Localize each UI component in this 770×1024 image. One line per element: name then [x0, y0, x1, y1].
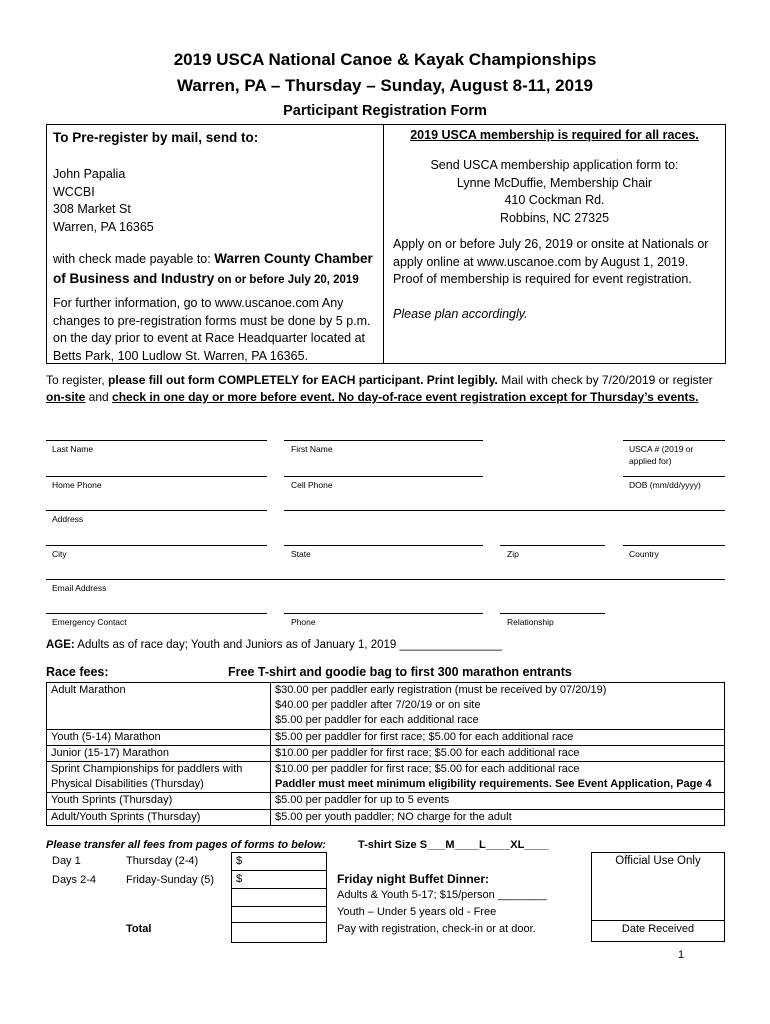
first-name-label: First Name	[291, 444, 333, 454]
emergency-contact-input[interactable]	[46, 613, 267, 614]
fee-amount-line: Paddler must meet minimum eligibility requirements. See Event Application, Page 4	[275, 778, 712, 791]
email-label: Email Address	[52, 583, 107, 593]
total-label: Total	[126, 923, 152, 935]
fee-category-line: Adult Marathon	[51, 684, 126, 696]
fee-amount-line: $30.00 per paddler early registration (must be received by 07/20/19)	[275, 684, 607, 696]
dob-input[interactable]	[623, 476, 725, 477]
emergency-contact-label: Emergency Contact	[52, 617, 127, 627]
country-input[interactable]	[623, 545, 725, 546]
apply-line: Apply on or before July 26, 2019 or onsite at Nationals or	[393, 237, 709, 251]
transfer-note: Please transfer all fees from pages of forms to below:	[46, 839, 326, 851]
fee-amount	[271, 793, 725, 809]
send-line: 410 Cockman Rd.	[504, 193, 605, 207]
fee-row	[47, 809, 725, 825]
fee-category-line: Sprint Championships for paddlers with	[51, 763, 243, 776]
fee-category	[47, 793, 271, 809]
info-line: on the day prior to event at Race Headquarter located at	[53, 331, 365, 345]
usca-number-input[interactable]	[623, 440, 725, 441]
city-input[interactable]	[46, 545, 267, 546]
tshirt-size[interactable]: T-shirt Size S___M____L____XL____	[358, 839, 549, 851]
last-name-label: Last Name	[52, 444, 94, 454]
instr-part: on-site	[46, 390, 86, 404]
buffet-line: Pay with registration, check-in or at door.	[337, 923, 536, 935]
fee-category	[47, 683, 271, 730]
zip-label: Zip	[507, 549, 519, 559]
send-line: Robbins, NC 27325	[499, 210, 610, 225]
grid-line	[231, 888, 327, 889]
buffet-line[interactable]: Adults & Youth 5-17; $15/person ________	[337, 889, 547, 901]
buffet-title: Friday night Buffet Dinner:	[337, 872, 489, 886]
address-input[interactable]	[46, 510, 267, 511]
info-line: For further information, go to www.uscanoe.com Any	[53, 296, 344, 310]
day1-label: Day 1	[52, 855, 81, 867]
tshirt-note: Free T-shirt and goodie bag to first 300 marathon entrants	[228, 665, 572, 679]
page-number: 1	[678, 949, 685, 961]
fee-category-line: Junior (15-17) Marathon	[51, 746, 170, 759]
address-line: Warren, PA 16365	[53, 219, 154, 234]
fee-category-line: Youth Sprints (Thursday)	[51, 794, 173, 807]
fee-row	[47, 762, 725, 793]
cell-phone-label: Cell Phone	[291, 480, 333, 490]
fee-category	[47, 762, 271, 793]
form-subtitle: Warren, PA – Thursday – Sunday, August 8-11, 2019	[176, 76, 593, 95]
race-fees-label: Race fees:	[46, 665, 109, 679]
check-prefix: with check made payable to:	[53, 252, 215, 266]
emergency-phone-label: Phone	[291, 617, 316, 627]
instr-part: To register,	[46, 373, 109, 387]
fee-category	[47, 729, 271, 745]
days24-amount-input[interactable]: $	[236, 873, 243, 885]
state-input[interactable]	[284, 545, 483, 546]
days24-label: Days 2-4	[52, 874, 97, 886]
emergency-phone-input[interactable]	[284, 613, 483, 614]
grid-line	[231, 906, 327, 907]
fee-amount-line: $10.00 per paddler for first race; $5.00 for each additional race	[275, 763, 580, 776]
mail-address	[53, 166, 154, 236]
form-title: 2019 USCA National Canoe & Kayak Championships	[173, 50, 597, 69]
official-divider	[591, 920, 725, 921]
register-instructions	[46, 372, 746, 406]
instr-part: check in one day or more before event. No day-of-race event registration except for Thursday’s events.	[112, 390, 699, 404]
address-line: John Papalia	[53, 167, 126, 181]
age-label: AGE:	[46, 639, 75, 651]
fee-amount	[271, 745, 725, 761]
membership-apply	[393, 236, 708, 289]
fee-category	[47, 745, 271, 761]
fee-entry-grid	[231, 852, 327, 943]
plan-note: Please plan accordingly.	[393, 307, 528, 321]
fee-amount	[271, 683, 725, 730]
info-line: Betts Park, 100 Ludlow St. Warren, PA 16365.	[53, 348, 308, 363]
form-name: Participant Registration Form	[283, 103, 487, 119]
fee-row	[47, 745, 725, 761]
buffet-line: Youth – Under 5 years old - Free	[337, 906, 497, 918]
day1-amount-input[interactable]: $	[236, 855, 243, 867]
payee-name-2: of Business and Industry	[53, 271, 215, 286]
relationship-label: Relationship	[507, 617, 554, 627]
email-input[interactable]	[46, 579, 725, 580]
relationship-input[interactable]	[500, 613, 605, 614]
fee-amount-line: $10.00 per paddler for first race; $5.00 for each additional race	[275, 746, 580, 759]
home-phone-label: Home Phone	[52, 480, 102, 490]
fee-amount-line: $5.00 per paddler for up to 5 events	[275, 794, 450, 807]
membership-heading: 2019 USCA membership is required for all races.	[410, 128, 699, 142]
further-info	[53, 295, 371, 365]
address-label: Address	[52, 514, 84, 524]
apply-line: Proof of membership is required for event registration.	[393, 272, 692, 286]
fee-row	[47, 729, 725, 745]
check-deadline: on or before July 20, 2019	[214, 274, 359, 286]
official-use-label: Official Use Only	[615, 855, 701, 867]
info-line: changes to pre-registration forms must be done by 5 p.m.	[53, 313, 371, 328]
fee-row	[47, 793, 725, 809]
date-received-label: Date Received	[621, 923, 695, 935]
dob-label: DOB (mm/dd/yyyy)	[629, 480, 701, 490]
fee-amount-line: $40.00 per paddler after 7/20/19 or on site	[275, 699, 481, 712]
fee-amount	[271, 729, 725, 745]
mail-heading: To Pre-register by mail, send to:	[53, 130, 259, 145]
home-phone-input[interactable]	[46, 476, 267, 477]
fee-category	[47, 809, 271, 825]
address-line: WCCBI	[53, 184, 95, 199]
fee-amount-line: $5.00 per youth paddler; NO charge for the adult	[275, 810, 512, 823]
race-fees-table	[46, 682, 725, 826]
fee-amount-line: $5.00 per paddler for each additional race	[275, 714, 479, 727]
fee-category-line: Adult/Youth Sprints (Thursday)	[51, 810, 201, 823]
send-line: Send USCA membership application form to:	[430, 158, 679, 172]
days24-sublabel: Friday-Sunday (5)	[126, 874, 215, 886]
instr-part: and	[85, 390, 113, 404]
first-name-input[interactable]	[284, 440, 483, 441]
state-label: State	[291, 549, 311, 559]
usca-label-1: USCA # (2019 or	[629, 444, 694, 454]
last-name-input[interactable]	[46, 440, 267, 441]
grid-line	[231, 922, 327, 923]
address-input-2[interactable]	[284, 510, 725, 511]
membership-send	[383, 157, 726, 227]
fee-amount	[271, 762, 725, 793]
instr-part: please fill out form COMPLETELY for EACH participant. Print legibly.	[108, 373, 498, 387]
fee-category-line: Youth (5-14) Marathon	[51, 730, 161, 743]
send-line: Lynne McDuffie, Membership Chair	[456, 175, 653, 190]
city-label: City	[52, 549, 67, 559]
fee-row	[47, 683, 725, 730]
instr-part: Mail with check by 7/20/2019 or register	[497, 373, 713, 387]
grid-line	[231, 870, 327, 871]
cell-phone-input[interactable]	[284, 476, 483, 477]
day1-sublabel: Thursday (2-4)	[126, 855, 199, 867]
payee-name-1: Warren County Chamber	[214, 251, 373, 266]
age-line	[46, 639, 502, 651]
zip-input[interactable]	[500, 545, 605, 546]
fee-amount	[271, 809, 725, 825]
check-payable	[53, 249, 378, 290]
usca-label-2: applied for)	[629, 456, 672, 466]
country-label: Country	[629, 549, 659, 559]
fee-category-line: Physical Disabilities (Thursday)	[51, 778, 204, 791]
address-line: 308 Market St	[53, 202, 131, 216]
fee-amount-line: $5.00 per paddler for first race; $5.00 for each additional race	[275, 730, 574, 743]
age-text: Adults as of race day; Youth and Juniors as of January 1, 2019 ________________	[74, 639, 502, 651]
apply-line: apply online at www.uscanoe.com by August 1, 2019.	[393, 254, 689, 269]
